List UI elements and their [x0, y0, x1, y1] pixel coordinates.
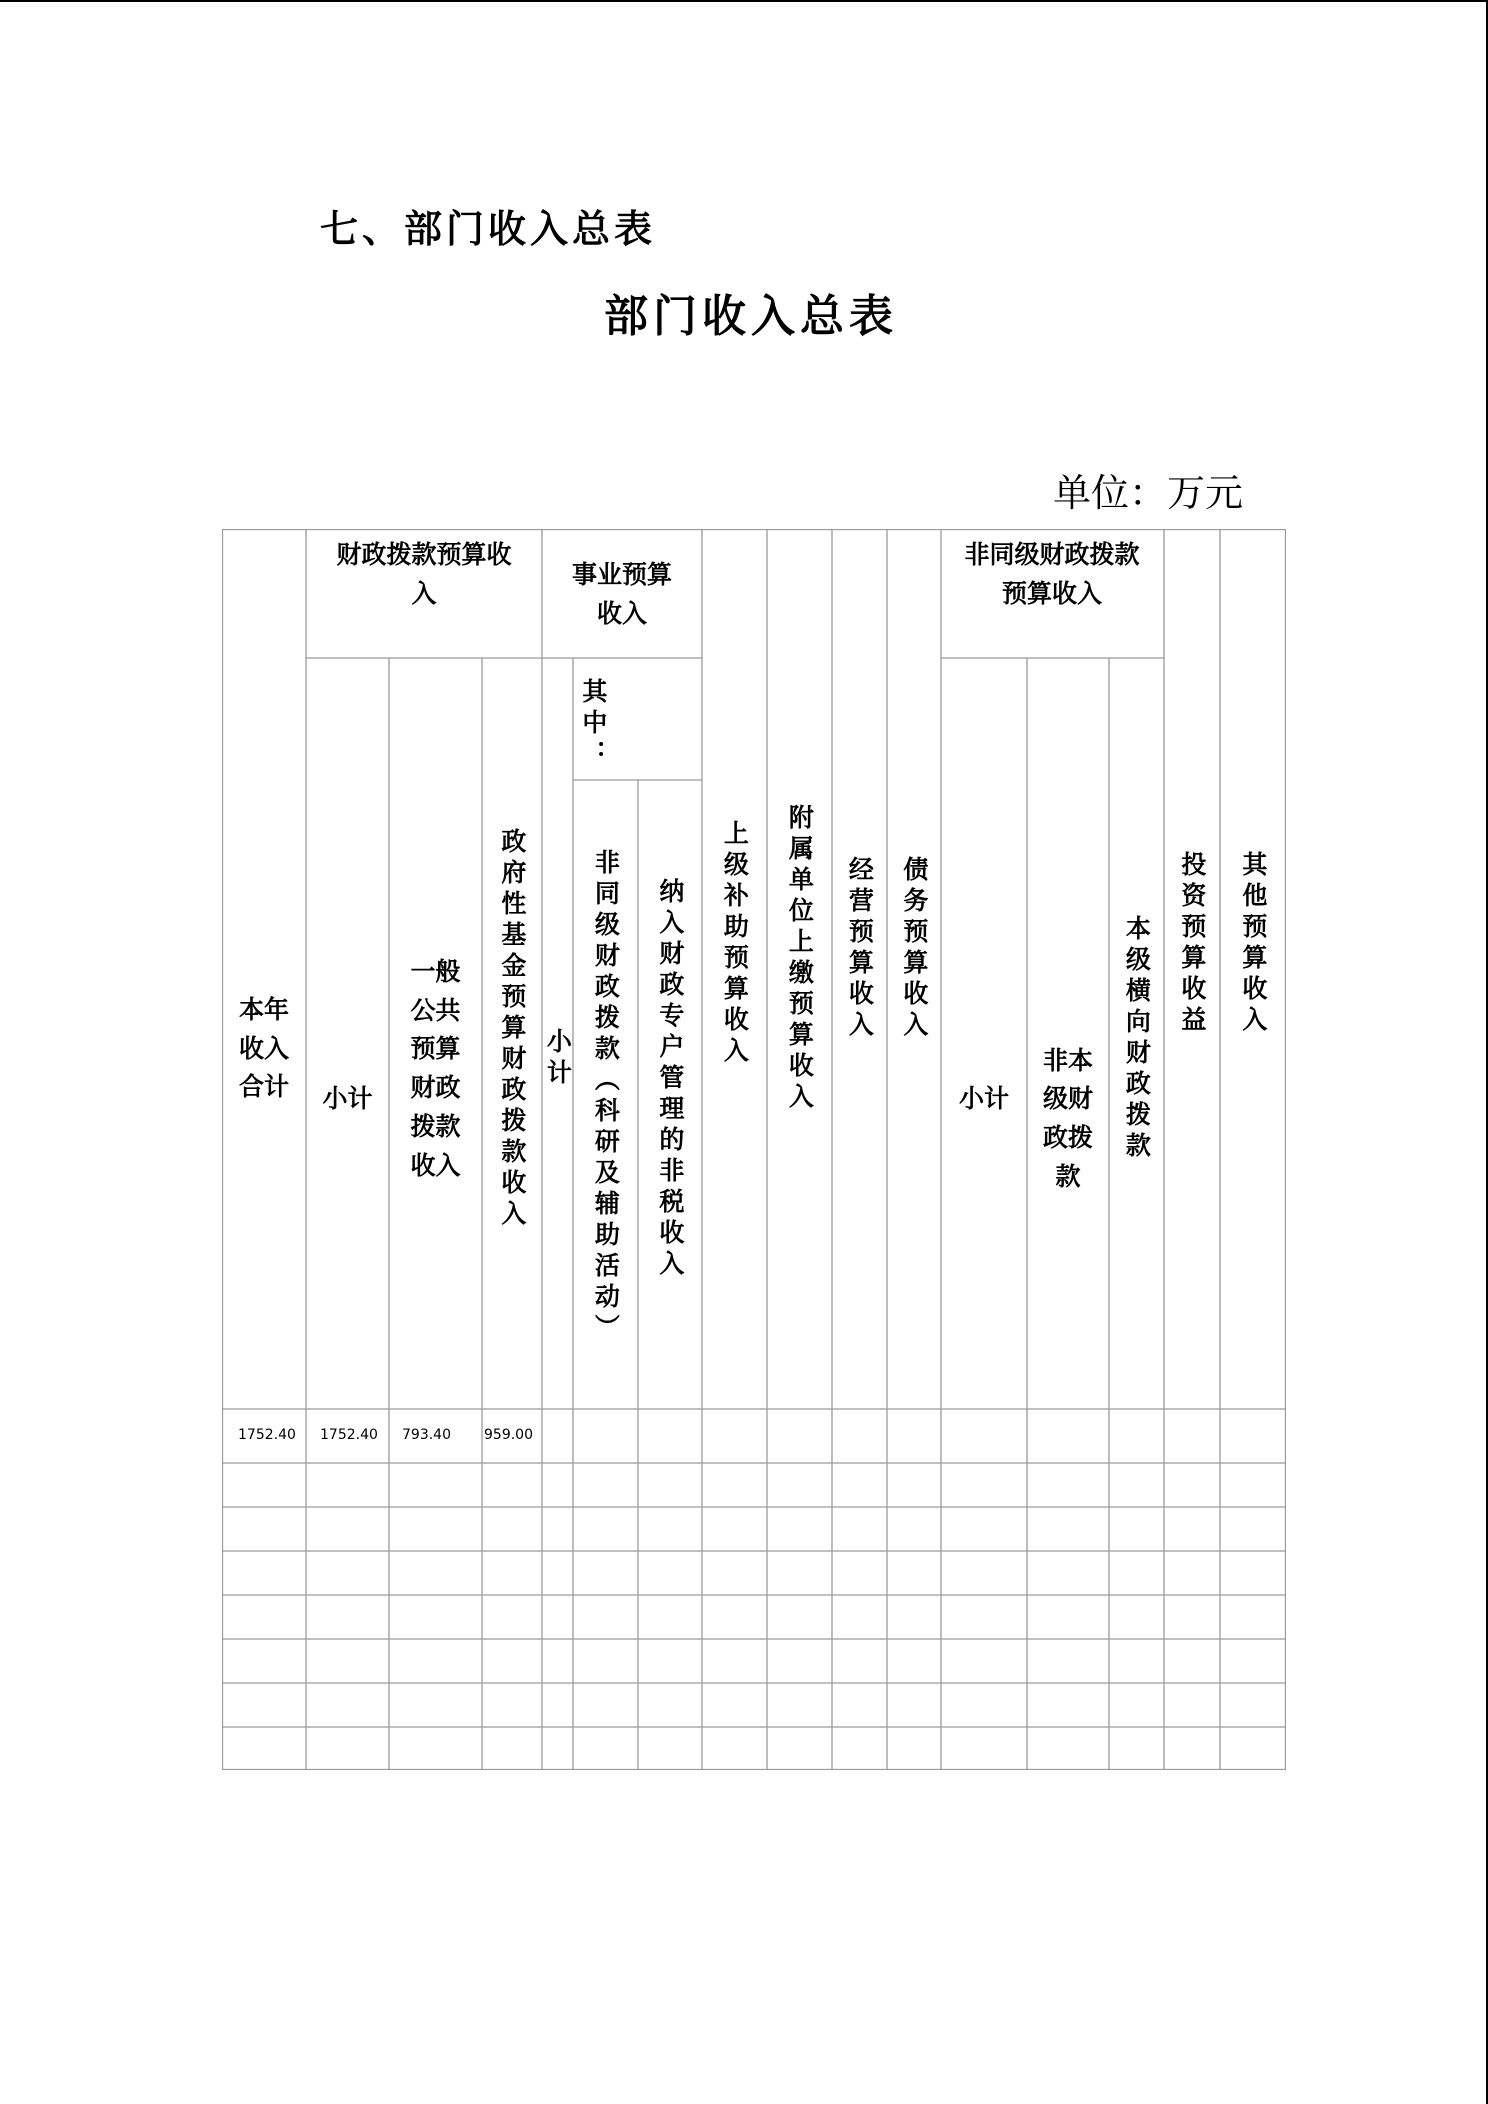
header-special-account: 纳入财政专户管理的非税收入 — [655, 877, 685, 1281]
header-fiscal-group: 财政拨款预算收入 — [336, 540, 512, 608]
unit-label: 单位：万元 — [1053, 471, 1244, 515]
table-title: 部门收入总表 — [604, 291, 898, 342]
header-non-this-level: 非本级财政拨款 — [1042, 1045, 1093, 1191]
cell-fiscal-subtotal-value: 1752.40 — [320, 1427, 378, 1443]
header-this-level-horizontal: 本级横向财政拨款 — [1122, 915, 1152, 1163]
header-investment: 投资预算收益 — [1177, 851, 1207, 1037]
header-general-public: 一般公共预算财政拨款收入 — [410, 956, 461, 1180]
cell-gov-fund-value: 959.00 — [484, 1427, 533, 1443]
header-superior-subsidy: 上级补助预算收入 — [720, 820, 750, 1068]
header-fiscal-subtotal: 小计 — [322, 1083, 373, 1113]
header-debt: 债务预算收入 — [899, 856, 929, 1042]
header-non-same-group: 非同级财政拨款预算收入 — [964, 540, 1140, 608]
income-summary-table — [222, 529, 1286, 1770]
header-gov-fund: 政府性基金预算财政拨款收入 — [497, 827, 527, 1231]
header-business-subtotal: 小计 — [543, 1028, 573, 1090]
header-non-same-subtotal: 小计 — [958, 1083, 1009, 1113]
header-other: 其他预算收入 — [1238, 851, 1268, 1037]
section-title: 七、部门收入总表 — [320, 206, 657, 251]
header-business-group: 事业预算收入 — [571, 560, 672, 628]
top-border-line — [0, 0, 1488, 2]
cell-total-value: 1752.40 — [238, 1427, 296, 1443]
header-total: 本年收入合计 — [238, 994, 289, 1102]
header-affiliated: 附属单位上缴预算收入 — [785, 804, 815, 1114]
header-non-same-level-research: 非同级财政拨款（科研及辅助活动） — [591, 849, 621, 1345]
cell-general-public-value: 793.40 — [402, 1427, 451, 1443]
header-operating: 经营预算收入 — [845, 856, 875, 1042]
header-among: 其中： — [578, 677, 608, 771]
